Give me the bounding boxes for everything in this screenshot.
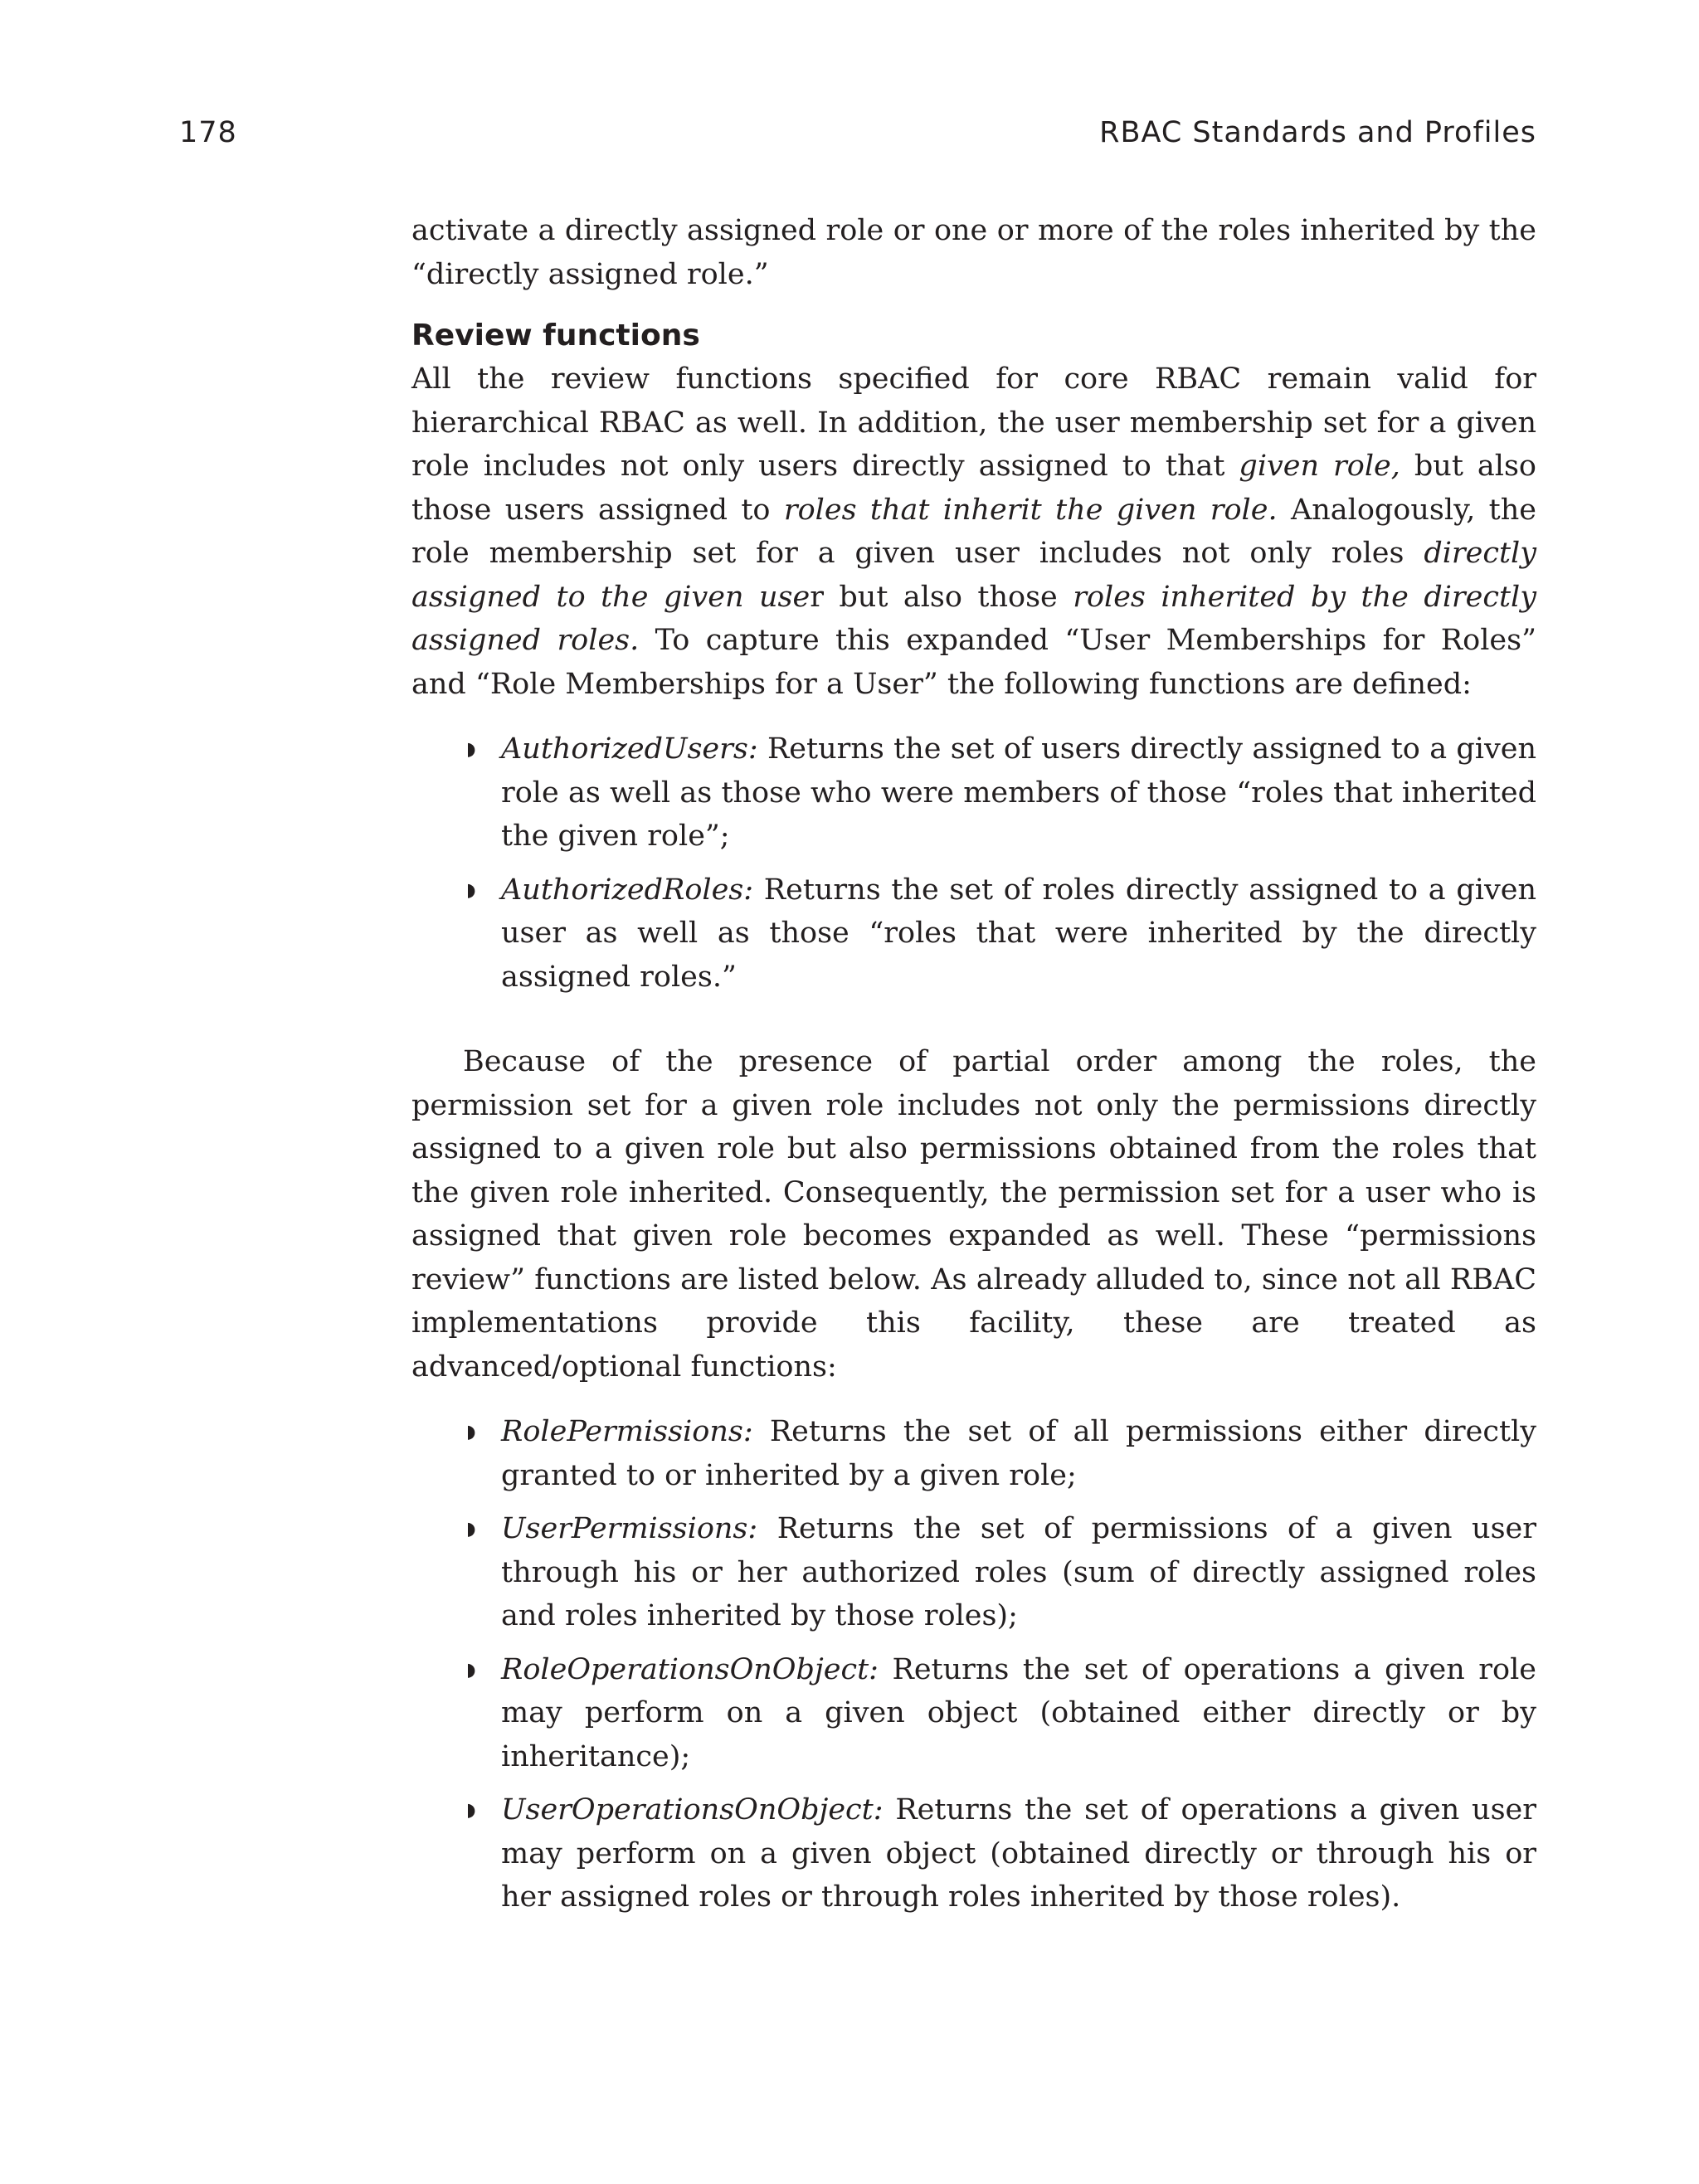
review-function-list xyxy=(411,727,1536,999)
list-item xyxy=(411,1788,1536,1919)
function-description: Returns the set of operations a given role may perform on a given object (obtained either directly or by inheritance); xyxy=(501,1652,1536,1773)
function-name: AuthorizedUsers: xyxy=(501,732,758,766)
text-run: To capture this expanded “User Memberships for Roles” and “Role Memberships for a User” the following functions are defined: xyxy=(411,624,1536,701)
list-item xyxy=(411,868,1536,1000)
bullet-icon: ◗ xyxy=(466,1422,476,1442)
page-number: 178 xyxy=(179,116,237,149)
function-name: UserOperationsOnObject: xyxy=(501,1793,884,1826)
function-description: Returns the set of roles directly assigned to a given user as well as those “roles that were inherited by the directly assigned roles.” xyxy=(501,873,1536,994)
emphasis-run: roles inherited by the directly assigned roles. xyxy=(411,580,1536,657)
function-description: Returns the set of permissions of a given user through his or her authorized roles (sum of directly assigned roles and roles inherited by those roles); xyxy=(501,1512,1536,1632)
running-head: RBAC Standards and Profiles xyxy=(1099,116,1536,149)
bullet-icon: ◗ xyxy=(466,1659,476,1681)
function-name: RolePermissions: xyxy=(501,1415,753,1448)
emphasis-run: given role, xyxy=(1239,450,1400,483)
bullet-icon: ◗ xyxy=(466,739,476,760)
function-description: Returns the set of operations a given user may perform on a given object (obtained directly or through his or her assigned roles or through roles inherited by those roles). xyxy=(501,1793,1536,1914)
text-run: All the review functions specified for core RBAC remain valid for hierarchical RBAC as well. In addition, the user membership set for a given role includes not only users directly assigned to that xyxy=(411,362,1536,483)
text-run: but also those users assigned to xyxy=(411,450,1536,527)
review-paragraph xyxy=(411,358,1536,706)
text-run: r but also those xyxy=(810,580,1073,614)
page-header xyxy=(179,116,1536,158)
function-name: AuthorizedRoles: xyxy=(501,873,754,907)
bullet-icon: ◗ xyxy=(466,879,476,901)
list-item xyxy=(411,1507,1536,1638)
bullet-icon: ◗ xyxy=(466,1519,476,1540)
function-description: Returns the set of all permissions either directly granted to or inherited by a given role; xyxy=(501,1415,1536,1492)
list-item xyxy=(411,727,1536,859)
bullet-icon: ◗ xyxy=(466,1800,476,1821)
intro-paragraph: activate a directly assigned role or one or more of the roles inherited by the “directly assigned role.” xyxy=(411,214,1536,291)
function-name: UserPermissions: xyxy=(501,1512,758,1545)
function-description: Returns the set of users directly assigned to a given role as well as those who were members of those “roles that inherited the given role”; xyxy=(501,732,1536,853)
list-item xyxy=(411,1648,1536,1779)
function-name: RoleOperationsOnObject: xyxy=(501,1652,879,1686)
page-body xyxy=(411,209,1536,1929)
permission-paragraph: Because of the presence of partial order among the roles, the permission set for a given role includes not only the permissions directly assigned to a given role but also permissions obtained from the roles that the given role inherited. Consequently, the permission set for a user who is assigned that given role becomes expanded as well. These “permissions review” functions are listed below. As already alluded to, since not all RBAC implementations provide this facility, these are treated as advanced/optional functions: xyxy=(411,1045,1536,1384)
list-item xyxy=(411,1410,1536,1497)
emphasis-run: roles that inherit the given role. xyxy=(783,493,1278,527)
emphasis-run: directly assigned to the given use xyxy=(411,537,1536,614)
text-run: Analogously, the role membership set for a given user includes not only roles xyxy=(411,493,1536,570)
section-heading: Review functions xyxy=(411,319,700,353)
advanced-function-list xyxy=(411,1410,1536,1919)
